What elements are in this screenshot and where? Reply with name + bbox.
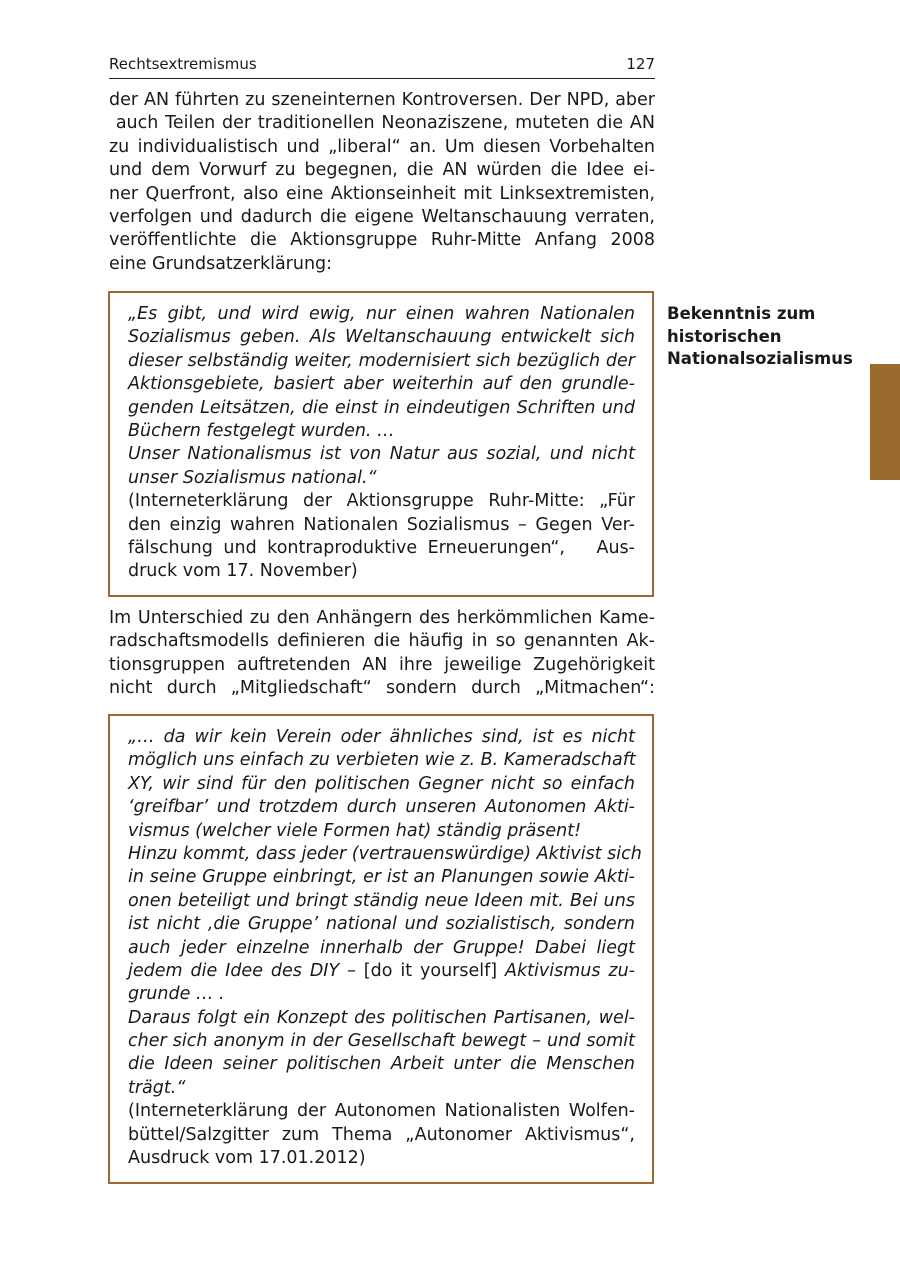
source-line: den einzig wahren Nationalen Sozialismus – Gegen Ver- (128, 514, 635, 535)
quote-line: ‘greifbar’ und trotzdem durch unseren Autonomen Akti- (128, 797, 635, 818)
page-header (109, 52, 655, 79)
quote-box-2 (108, 714, 654, 1184)
quote-segment-plain: [do it yourself] (363, 960, 498, 981)
quote-line: in seine Gruppe einbringt, er ist an Planungen sowie Akti- (128, 867, 635, 888)
quote-line: Sozialismus geben. Als Weltanschauung entwickelt sich (128, 327, 635, 348)
text-line: nicht durch „Mitgliedschaft“ sondern durch „Mitmachen“: (109, 678, 655, 699)
quote-line: grunde … . (128, 984, 225, 1005)
quote-line: auch jeder einzelne innerhalb der Gruppe! Dabei liegt (128, 937, 635, 958)
quote-line: unser Sozialismus national.“ (128, 467, 377, 488)
quote-line: „… da wir kein Verein oder ähnliches sind, ist es nicht (128, 727, 635, 747)
text-line: ner Querfront, also eine Aktionseinheit mit Linksextremisten, (109, 183, 655, 204)
quote-line: „Es gibt, und wird ewig, nur einen wahren Nationalen (128, 304, 635, 324)
quote-line: vismus (welcher viele Formen hat) ständig präsent! (128, 820, 582, 841)
source-line: büttel/Salzgitter zum Thema „Autonomer Aktivismus“, (128, 1124, 635, 1145)
source-line: (Interneterklärung der Aktionsgruppe Ruhr-Mitte: „Für (128, 491, 635, 512)
quote-line: Hinzu kommt, dass jeder (vertrauenswürdige) Aktivist sich (128, 843, 642, 864)
source-line: (Interneterklärung der Autonomen Nationalisten Wolfen- (128, 1101, 635, 1122)
running-head: Rechtsextremismus (109, 55, 257, 73)
quote-line: XY, wir sind für den politischen Gegner nicht so einfach (128, 773, 635, 794)
quote-line: ist nicht ‚die Gruppe’ national und sozialistisch, sondern (128, 914, 635, 935)
quote-box-1 (108, 291, 654, 597)
middle-paragraph (109, 607, 655, 701)
margin-note-line: Nationalsozialismus (667, 349, 853, 368)
quote-line: Daraus folgt ein Konzept des politischen Partisanen, wel- (128, 1007, 635, 1028)
source-line: fälschung und kontraproduktive Erneuerungen“, Aus- (128, 537, 635, 558)
text-line: Im Unterschied zu den Anhängern des herkömmlichen Kame- (109, 608, 655, 628)
quote-segment: Aktivismus zu- (497, 960, 635, 981)
text-line: zu individualistisch und „liberal“ an. Um diesen Vorbehalten (109, 136, 655, 157)
source-line: druck vom 17. November) (128, 561, 358, 582)
text-line: tionsgruppen auftretenden AN ihre jeweilige Zugehörigkeit (109, 654, 655, 675)
quote-line: Aktionsgebiete, basiert aber weiterhin auf den grundle- (128, 374, 635, 395)
text-line: auch Teilen der traditionellen Neonaziszene, muteten die AN (109, 113, 655, 134)
text-line: radschaftsmodells definieren die häufig in so genannten Ak- (109, 631, 655, 652)
quote-mixed-line (128, 960, 635, 983)
margin-note-line: Bekenntnis zum (667, 304, 816, 323)
quote-line: genden Leitsätzen, die einst in eindeutigen Schriften und (128, 397, 635, 418)
quote-line: Büchern festgelegt wurden. … (128, 420, 395, 441)
source-line: Ausdruck vom 17.01.2012) (128, 1148, 366, 1169)
text-line: verfolgen und dadurch die eigene Weltanschauung verraten, (109, 206, 655, 227)
page-number: 127 (626, 55, 655, 73)
quote-line: die Ideen seiner politischen Arbeit unter die Menschen (128, 1054, 635, 1075)
quote-line: Unser Nationalismus ist von Natur aus sozial, und nicht (128, 444, 635, 465)
quote-segment: jedem die Idee des DIY – (128, 960, 364, 981)
text-line: veröffentlichte die Aktionsgruppe Ruhr-Mitte Anfang 2008 (109, 230, 655, 251)
margin-note (667, 303, 867, 371)
text-line: der AN führten zu szeneinternen Kontroversen. Der NPD, aber (109, 90, 655, 110)
quote-line: trägt.“ (128, 1077, 186, 1098)
margin-note-line: historischen (667, 326, 782, 346)
text-line: eine Grundsatzerklärung: (109, 253, 333, 274)
quote-line: dieser selbständig weiter, modernisiert sich bezüglich der (128, 350, 635, 371)
intro-paragraph (109, 89, 655, 276)
quote-line: onen beteiligt und bringt ständig neue Ideen mit. Bei uns (128, 890, 635, 911)
chapter-thumb-tab (870, 364, 900, 480)
quote-line: cher sich anonym in der Gesellschaft bewegt – und somit (128, 1031, 635, 1052)
quote-line: möglich uns einfach zu verbieten wie z. B. Kameradschaft (128, 750, 636, 771)
text-line: und dem Vorwurf zu begegnen, die AN würden die Idee ei- (109, 160, 655, 181)
